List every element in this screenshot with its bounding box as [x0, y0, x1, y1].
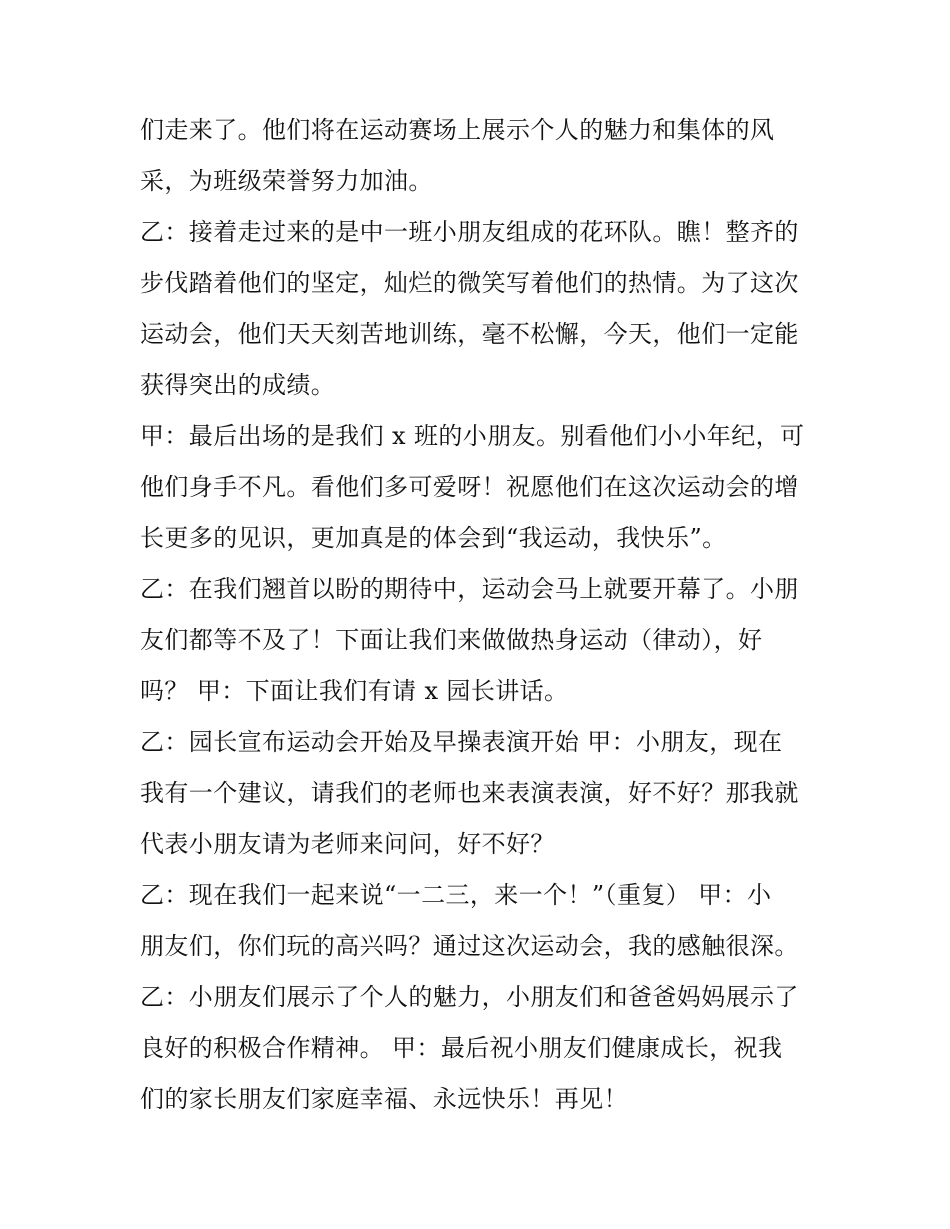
text-line: 他们身手不凡。看他们多可爱呀！祝愿他们在这次运动会的增 [140, 473, 799, 501]
text-line: 友们都等不及了！下面让我们来做做热身运动（律动），好 [140, 626, 763, 654]
text-line: 们走来了。他们将在运动赛场上展示个人的魅力和集体的风 [140, 116, 775, 144]
text-line: 乙：现在我们一起来说“一二三，来一个！”（重复） 甲：小 [140, 881, 772, 909]
text-line: 运动会，他们天天刻苦地训练，毫不松懈，今天，他们一定能 [140, 320, 799, 348]
text-line: 步伐踏着他们的坚定，灿烂的微笑写着他们的热情。为了这次 [140, 269, 799, 297]
text-line: 们的家长朋友们家庭幸福、永远快乐！再见！ [140, 1085, 628, 1113]
text-line: 长更多的见识，更加真是的体会到“我运动，我快乐”。 [140, 524, 727, 552]
text-line: 代表小朋友请为老师来问问，好不好？ [140, 830, 555, 858]
text-line: 采，为班级荣誉努力加油。 [140, 167, 433, 195]
text-line: 朋友们，你们玩的高兴吗？通过这次运动会，我的感触很深。 [140, 932, 799, 960]
text-line: 甲：最后出场的是我们 x 班的小朋友。别看他们小小年纪，可 [140, 422, 805, 450]
text-line: 乙：在我们翘首以盼的期待中，运动会马上就要开幕了。小朋 [140, 575, 799, 603]
text-line: 获得突出的成绩。 [140, 371, 336, 399]
text-line: 乙：小朋友们展示了个人的魅力，小朋友们和爸爸妈妈展示了 [140, 983, 799, 1011]
text-line: 吗？ 甲：下面让我们有请 x 园长讲话。 [140, 677, 569, 705]
document-body [140, 105, 820, 1125]
text-line: 我有一个建议，请我们的老师也来表演表演，好不好？那我就 [140, 779, 799, 807]
text-line: 乙：园长宣布运动会开始及早操表演开始 甲：小朋友，现在 [140, 728, 783, 756]
text-line: 乙：接着走过来的是中一班小朋友组成的花环队。瞧！整齐的 [140, 218, 799, 246]
text-line: 良好的积极合作精神。 甲：最后祝小朋友们健康成长，祝我 [140, 1034, 783, 1062]
